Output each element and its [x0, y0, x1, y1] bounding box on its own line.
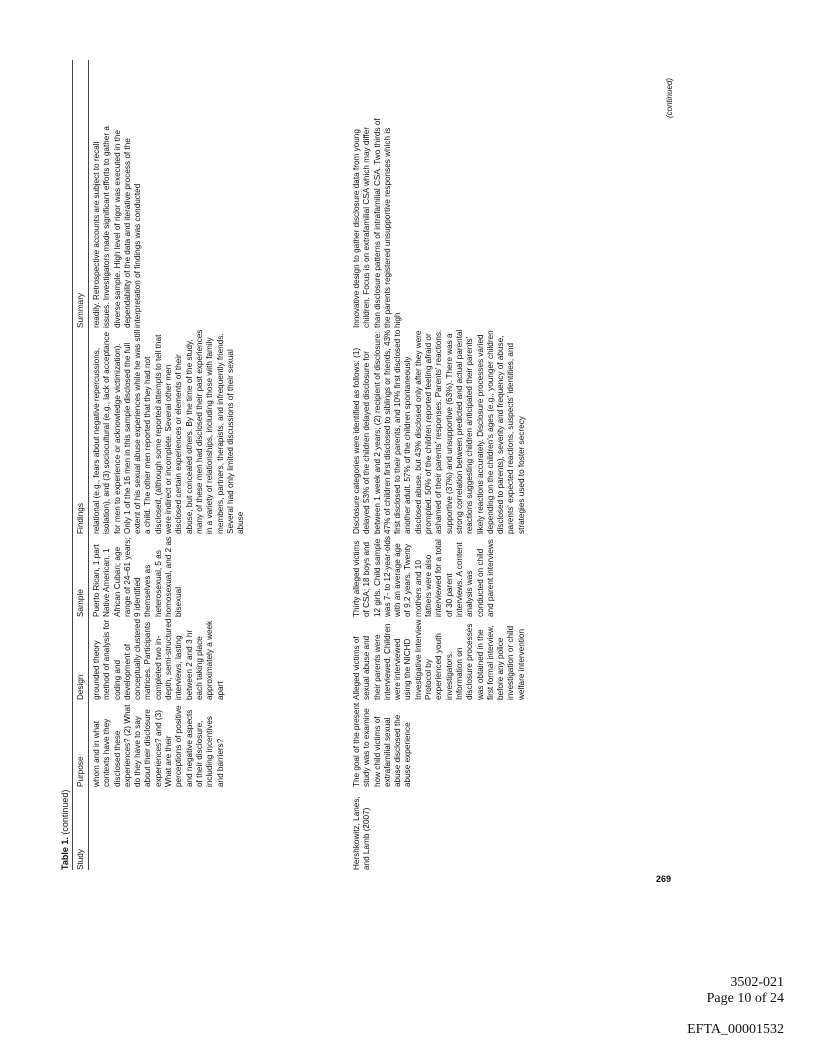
row1-purpose: whom and in what contexts have they disclosed these experiences? (2) What do they have to say about their disclosure experiences? and (3) What are their perceptions of positive and negative aspects of their disclosure, including incentives and barriers? — [92, 704, 225, 787]
continued-note: (continued) — [665, 77, 674, 118]
document-id: 3502-021 — [730, 975, 784, 990]
row2-purpose: The goal of the present study was to examine how child victims of extrafamilial sexual abuse disclosed the abuse experience — [352, 702, 413, 787]
rotated-table-page — [60, 60, 680, 870]
bates-number: EFTA_00001532 — [687, 1022, 784, 1037]
row2-study: Hershkowitz, Lanes, and Lamb (2007) — [352, 796, 372, 870]
table-top-rule — [72, 60, 73, 870]
row1-findings: relational (e.g., fears about negative repercussions, isolation), and (3) sociocultural (e.g., lack of acceptance for men to experience or acknowledge victimization). Only 1 of the 16 men in this sample disclosed the full extent of his sexual abuse experiences while he was still a child. The other men reported that they had not disclosed, (although some reported attempts to tell that were indirect or incomplete. Several other men disclosed certain experiences or elements of their abuse, but concealed others. By the time of the study, many of these men had disclosed their past experiences in a variety of relationships, including those with family members, partners, therapists, and infrequently friends. Several had only limited discussions of their sexual abuse — [92, 329, 246, 534]
header-design: Design — [76, 674, 85, 700]
row1-design: grounded theory method of analysis for coding and development of conceptually clustered matrices. Participants completed two in-depth, semi-structured interviews, lasting between 2 and 3 hr each taking place approximately a week apart — [92, 618, 225, 700]
row2-summary: Innovative design to gather disclosure data from young children. Focus is on extrafamilial CSA which may differ than disclosure patterns of intrafamilial CSA. Two thirds of the parents registered unsupportive responses which is high — [352, 118, 403, 328]
header-sample: Sample — [76, 589, 85, 617]
table-header-rule — [88, 60, 89, 870]
row2-sample: Thirty alleged victims of CSA; 18 boys and 12 girls. Child sample was 7- to 12-year-olds with an average age of 9.2 years. Twenty mothers and 10 fathers were also interviewed for a total of 30 parent interviews. A content analysis was conducted on child and parent interviews — [352, 536, 495, 617]
page-of-count: Page 10 of 24 — [706, 991, 784, 1006]
journal-page-number: 269 — [656, 874, 672, 884]
header-study: Study — [76, 849, 85, 870]
header-summary: Summary — [76, 292, 85, 328]
row1-summary: readily. Retrospective accounts are subject to recall issues. Investigators made significant efforts to gather a diverse sample. High level of rigor was executed in the dependability of the data and iterative process of the interpretation of findings was conducted — [92, 126, 143, 328]
row1-sample: Puerto Rican, 1 part Native American, 1 African Cuban; age range of 24–61 years; 9 identified themselves as heterosexual, 5 as homosexual, and 2 as bisexual — [92, 536, 184, 617]
header-purpose: Purpose — [76, 756, 85, 787]
table-caption — [60, 790, 71, 870]
row2-design: Alleged victims of sexual abuse and their parents were interviewed. Children were interviewed using the NICHD Investigative Interview Protocol by experienced youth investigators. Information on disclosure processes was obtained in the first formal interview, before any police investigation or child welfare intervention — [352, 619, 526, 700]
table-caption-label: Table 1. — [60, 837, 70, 870]
header-findings: Findings — [76, 503, 85, 534]
row2-findings: Disclosure categories were identified as follows: (1) delayed 53% of the children delayed disclosure for between 1 week and 2 years; (2) recipient of disclosure: 47% of children first disclosed to siblings or friends, 43% first disclosed to their parents, and 10% first disclosed to another adult. 57% of the children spontaneously disclosed abuse, but 43% disclosed only after they were prompted. 50% of the children reported feeling afraid or ashamed of their parents' responses. Parents' reactions: supportive (37%) and unsupportive (63%). There was a strong correlation between predicted and actual parental reactions suggesting children anticipated their parents' likely reactions accurately. Disclosure processes varied depending on the children's ages (e.g., younger children disclosed to parents), severity and frequency of abuse, parents' expected reactions, suspects' identities, and strategies used to foster secrecy — [352, 329, 526, 534]
table-caption-continued: (continued) — [60, 789, 70, 838]
